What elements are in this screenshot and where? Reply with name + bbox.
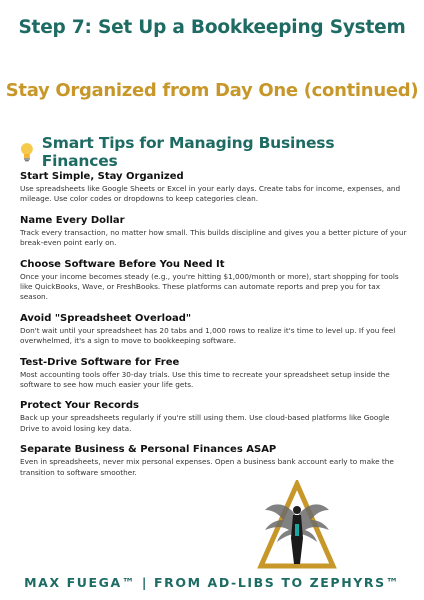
tip-item xyxy=(20,258,408,303)
tip-body: Back up your spreadsheets regularly if you're still using them. Use cloud-based platforms like Google Drive to avoid losing key data. xyxy=(20,413,390,433)
tip-title: Protect Your Records xyxy=(20,400,139,412)
winged-figure-logo xyxy=(257,480,337,575)
tip-item xyxy=(20,356,408,391)
tip-title: Name Every Dollar xyxy=(20,214,125,226)
tip-title: Avoid "Spreadsheet Overload" xyxy=(20,312,192,324)
tip-body: Most accounting tools offer 30-day trials. Use this time to recreate your spreadsheet setup inside the software to see how much easier your life gets. xyxy=(20,369,390,390)
tip-item xyxy=(20,312,408,347)
tip-body: Use spreadsheets like Google Sheets or Excel in your early days. Create tabs for income, expenses, and mileage. Use color codes or dropdowns to keep categories clean. xyxy=(20,184,401,204)
lightbulb-icon xyxy=(20,142,34,162)
page-title: Step 7: Set Up a Bookkeeping System xyxy=(18,17,406,38)
tip-body: Once your income becomes steady (e.g., you're hitting $1,000/month or more), start shopping for tools like QuickBooks, Wave, or FreshBooks. These platforms can automate reports and prep you for tax season. xyxy=(20,271,399,302)
tip-body: Track every transaction, no matter how small. This builds discipline and gives you a better picture of your break-even point early on. xyxy=(20,227,407,248)
tip-title: Start Simple, Stay Organized xyxy=(20,171,184,182)
tip-item xyxy=(20,214,408,249)
tip-title: Test-Drive Software for Free xyxy=(20,356,180,368)
tip-body: Even in spreadsheets, never mix personal expenses. Open a business bank account early to make the transition to software smoother. xyxy=(20,457,394,477)
tip-body: Don't wait until your spreadsheet has 20 tabs and 1,000 rows to realize it's time to level up. If you feel overwhelmed, it's a sign to move to bookkeeping software. xyxy=(20,325,396,346)
section-title: Smart Tips for Managing Business Finances xyxy=(41,134,335,170)
tip-item xyxy=(20,399,408,434)
tips-list xyxy=(20,170,408,487)
section-header xyxy=(20,134,410,170)
tip-title: Choose Software Before You Need It xyxy=(20,258,225,270)
tip-title: Separate Business & Personal Finances ASAP xyxy=(20,444,277,456)
footer-brand: MAX FUEGA™ | FROM AD-LIBS TO ZEPHYRS™ xyxy=(24,575,400,590)
tip-item xyxy=(20,443,408,478)
page-subtitle: Stay Organized from Day One (continued) xyxy=(5,80,419,101)
tip-item xyxy=(20,170,408,205)
